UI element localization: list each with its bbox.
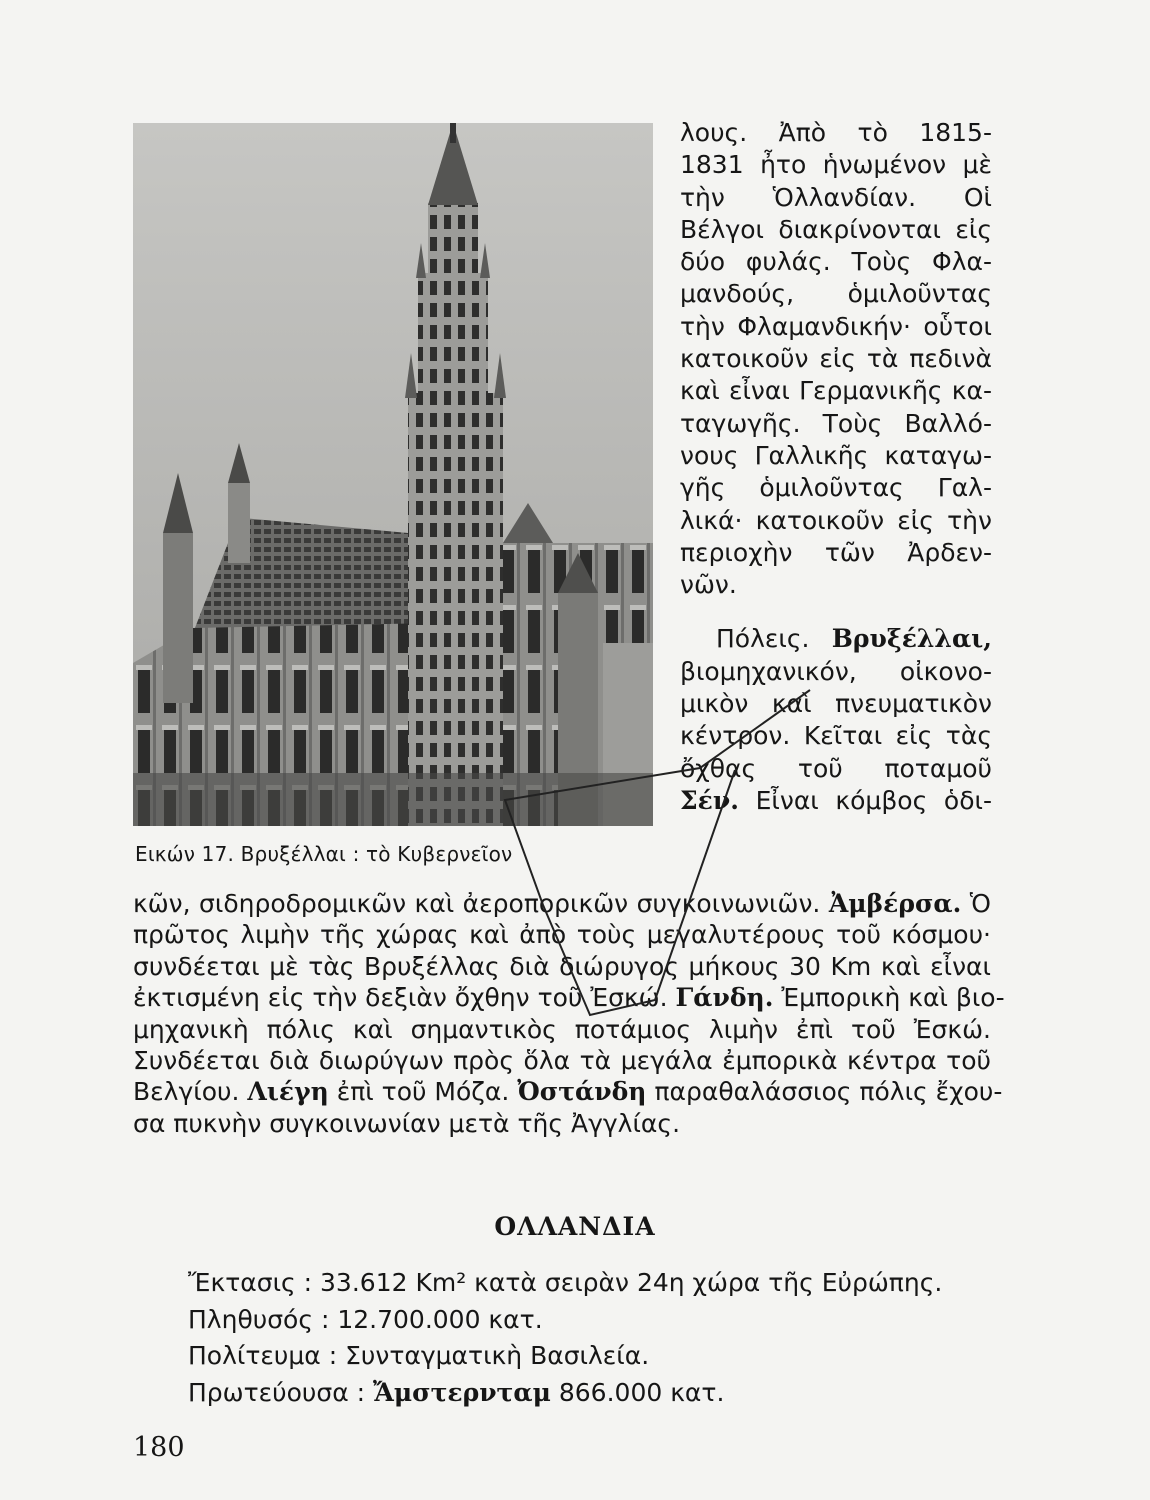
full-width-text bbox=[133, 888, 1005, 1139]
text-line: κατοικοῦν εἰς τὰ πεδινὰ bbox=[680, 344, 992, 374]
text-line: λικά· κατοικοῦν εἰς τὴν bbox=[680, 505, 992, 535]
fact-label: Πληθυσός : bbox=[188, 1304, 330, 1334]
text-line: λους. Ἀπὸ τὸ 1815- bbox=[680, 118, 992, 147]
text-line: καὶ εἶναι Γερμανικῆς κα- bbox=[680, 376, 992, 406]
text-line: τὴν Ὁλλανδίαν. Οἱ bbox=[680, 182, 992, 212]
fact-label: Ἔκτασις : bbox=[188, 1268, 313, 1297]
text-line: μηχανικὴ πόλις καὶ σημαντικὸς ποτάμιος λιμὴν ἐπὶ τοῦ Ἐσκώ. bbox=[133, 1014, 991, 1044]
text-line: περιοχὴν τῶν Ἀρδεν- bbox=[680, 537, 992, 567]
text-segment: ἐπὶ τοῦ Μόζα. bbox=[336, 1077, 510, 1107]
text-segment: Βελγίου. bbox=[133, 1077, 240, 1107]
right-column-text bbox=[680, 117, 992, 817]
senne-rest: Εἶναι κόμβος ὁδι- bbox=[755, 785, 992, 815]
city-brussels: Βρυξέλλαι, bbox=[831, 624, 992, 654]
text-line: δύο φυλάς. Τοὺς Φλα- bbox=[680, 247, 992, 277]
fact-row-capital bbox=[188, 1375, 942, 1412]
text-line bbox=[133, 888, 991, 919]
text-segment: Ἐμπορικὴ καὶ βιο- bbox=[781, 983, 1005, 1013]
text-line: νους Γαλλικῆς καταγω- bbox=[680, 440, 992, 470]
text-line: Συνδέεται διὰ διωρύγων πρὸς ὅλα τὰ μεγάλα ἐμπορικὰ κέντρα τοῦ bbox=[133, 1046, 991, 1076]
photo-brussels-town-hall bbox=[133, 123, 653, 826]
country-facts bbox=[188, 1265, 942, 1411]
capital-name: Ἄμστερνταμ bbox=[373, 1377, 551, 1407]
text-segment: κῶν, σιδηροδρομικῶν καὶ ἀεροπορικῶν συγκοινωνιῶν. bbox=[133, 889, 821, 918]
figure-caption: Εικών 17. Βρυξέλλαι : τὸ Κυβερνεῖον bbox=[135, 842, 513, 866]
page-number: 180 bbox=[133, 1432, 185, 1463]
city-liege: Λιέγη bbox=[247, 1077, 329, 1107]
text-segment: Ὁ bbox=[969, 889, 991, 918]
fact-label: Πρωτεύουσα : bbox=[188, 1377, 366, 1407]
text-line bbox=[133, 1076, 1003, 1107]
city-ostend: Ὀστάνδη bbox=[517, 1077, 647, 1107]
cities-heading: Πόλεις. bbox=[716, 624, 810, 654]
fact-value: 12.700.000 κατ. bbox=[337, 1304, 543, 1334]
fact-row-population bbox=[188, 1302, 942, 1339]
city-antwerp: Ἀμβέρσα. bbox=[828, 889, 962, 918]
text-line: μανδούς, ὁμιλοῦντας bbox=[680, 279, 992, 309]
town-hall-illustration bbox=[133, 123, 653, 826]
fact-row-government bbox=[188, 1338, 942, 1375]
fact-value: Συνταγματικὴ Βασιλεία. bbox=[345, 1341, 650, 1370]
text-line-cities bbox=[680, 623, 992, 655]
paragraph-gap bbox=[680, 601, 992, 623]
fact-value: 866.000 κατ. bbox=[558, 1377, 725, 1407]
fact-label: Πολίτευμα : bbox=[188, 1341, 338, 1370]
fact-row-area bbox=[188, 1265, 942, 1302]
text-line: νῶν. bbox=[680, 570, 737, 600]
city-ghent: Γάνδη. bbox=[675, 983, 774, 1013]
river-senne: Σέν. bbox=[680, 785, 739, 815]
text-line: σα πυκνὴν συγκοινωνίαν μετὰ τῆς Ἀγγλίας. bbox=[133, 1108, 681, 1138]
text-line: βιομηχανικόν, οἰκονο- bbox=[680, 656, 992, 686]
text-line: 1831 ἦτο ἡνωμένον μὲ bbox=[680, 150, 992, 180]
text-line: ταγωγῆς. Τοὺς Βαλλό- bbox=[680, 408, 992, 438]
text-line-senne bbox=[680, 785, 992, 817]
section-title-netherlands: ΟΛΛΑΝΔΙΑ bbox=[494, 1212, 656, 1241]
text-segment: παραθαλάσσιος πόλις ἔχου- bbox=[654, 1077, 1003, 1107]
text-line: τὴν Φλαμανδικήν· οὗτοι bbox=[680, 311, 992, 341]
text-line: πρῶτος λιμὴν τῆς χώρας καὶ ἀπὸ τοὺς μεγαλυτέρους τοῦ κόσμου· bbox=[133, 920, 991, 950]
text-line: συνδέεται μὲ τὰς Βρυξέλλας διὰ διώρυγος μήκους 30 Km καὶ εἶναι bbox=[133, 951, 991, 981]
text-line: γῆς ὁμιλοῦντας Γαλ- bbox=[680, 473, 992, 503]
text-line: κέντρον. Κεῖται εἰς τὰς bbox=[680, 721, 992, 751]
text-segment: ἐκτισμένη εἰς τὴν δεξιὰν ὄχθην τοῦ Ἐσκώ. bbox=[133, 983, 668, 1013]
text-line bbox=[133, 982, 1005, 1013]
text-line: μικὸν καὶ πνευματικὸν bbox=[680, 689, 992, 719]
text-line: ὄχθας τοῦ ποταμοῦ bbox=[680, 753, 992, 783]
fact-value: 33.612 Km² κατὰ σειρὰν 24η χώρα τῆς Εὐρώπης. bbox=[320, 1268, 943, 1297]
text-line: Βέλγοι διακρίνονται εἰς bbox=[680, 214, 992, 244]
